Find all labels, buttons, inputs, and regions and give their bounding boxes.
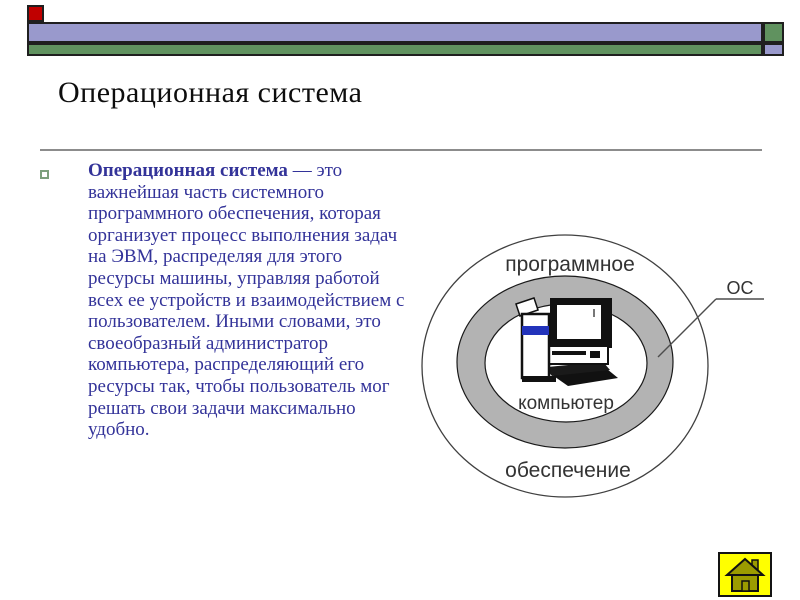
definition-term: Операционная система	[88, 160, 288, 181]
decor-green-endcap	[763, 22, 784, 43]
slide-title: Операционная система	[58, 76, 363, 109]
decor-purple-bar	[27, 22, 763, 43]
home-icon	[720, 554, 770, 595]
definition-paragraph	[88, 160, 408, 441]
decor-green-bar	[27, 43, 763, 56]
decor-red-square	[27, 5, 44, 22]
definition-text: — это важнейшая часть системного программного обеспечения, которая организует процесс выполнения задач на ЭВМ, распределяя для этого ресурсы машины, управляя работой всех ее устройств и взаимодействием с пользователем. Иными словами, это своеобразный администратор компьютера, распределяющий его ресурсы так, чтобы пользователь мог решать свои задачи максимально удобно.	[88, 160, 405, 441]
diagram-label-computer: компьютер	[518, 393, 614, 414]
os-rings-diagram	[410, 210, 800, 510]
diagram-label-software-bottom: обеспечение	[505, 459, 631, 482]
os-callout-label: ОС	[726, 278, 754, 298]
computer-clipart-icon	[516, 298, 618, 386]
diagram-label-software-top: программное	[505, 253, 635, 276]
title-divider	[40, 149, 762, 151]
decor-purple-endcap	[763, 43, 784, 56]
square-bullet-icon	[40, 170, 49, 179]
home-button[interactable]	[718, 552, 772, 597]
